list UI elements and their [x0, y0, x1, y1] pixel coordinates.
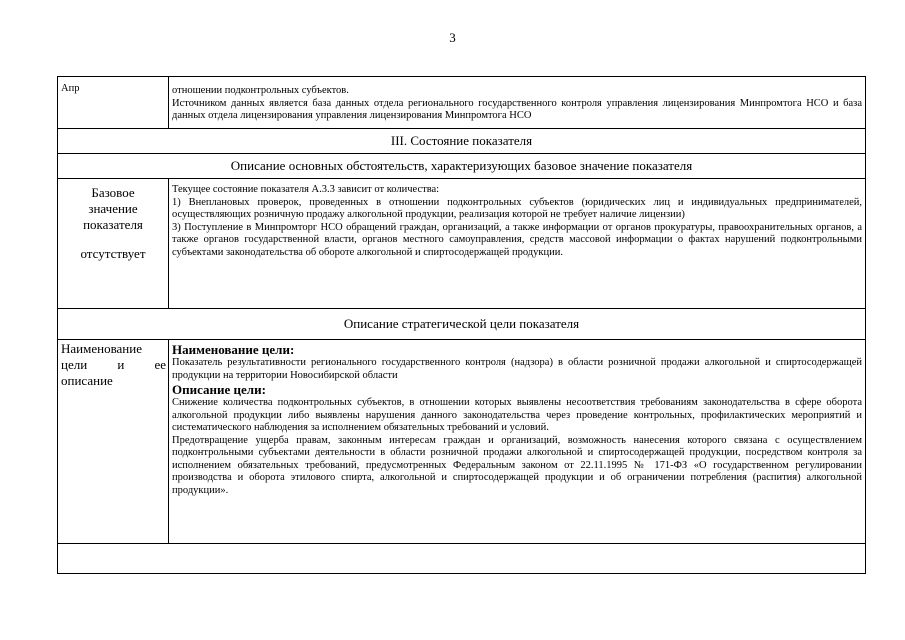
goal-label-line: Наименование [61, 341, 142, 356]
goal-row [58, 340, 866, 544]
goal-description [169, 340, 866, 544]
continuation-text [169, 77, 866, 129]
goal-name-heading: Наименование цели: [172, 342, 295, 357]
base-value-paragraph: 1) Внеплановых проверок, проведенных в отношении подконтрольных субъектов (юридических лиц и индивидуальных предпринимателей, осуществляющих розничную продажу алкогольной продукции, реализация которой не требует наличие лицензии) [172, 196, 862, 220]
base-value-row [58, 179, 866, 309]
base-value-label-line: Базовое [91, 185, 135, 200]
goal-name-text: Показатель результативности регионального государственного контроля (надзора) в области розничной продажи алкогольной и спиртосодержащей продукции на территории Новосибирской области [172, 357, 862, 381]
circumstances-header-row [58, 154, 866, 179]
base-value-label-line: значение [88, 201, 138, 216]
data-source-line: Источником данных является база данных отдела регионального государственного контроля управления лицензирования Минпромтога НСО и база данных отдела лицензирования управления лицензирования Минпромтога НСО [172, 97, 862, 121]
base-value: отсутствует [80, 246, 146, 261]
empty-cell [58, 544, 866, 574]
goal-header-row [58, 309, 866, 340]
base-value-description [169, 179, 866, 309]
indicator-table [57, 76, 866, 574]
base-value-paragraph: 3) Поступление в Минпромторг НСО обращений граждан, организаций, а также информации от органов прокуратуры, правоохранительных органов, а также органов государственной власти, органов местного самоуправления, средств массовой информации о фактах нарушений подконтрольными субъектами законодательства об обороте алкогольной и спиртосодержащей продукции. [172, 221, 862, 258]
continuation-row [58, 77, 866, 129]
continuation-line: отношении подконтрольных субъектов. [172, 85, 349, 96]
section-header-row [58, 129, 866, 154]
goal-title: Описание стратегической цели показателя [58, 309, 866, 340]
goal-label-line: цели и ее [61, 357, 166, 372]
circumstances-title: Описание основных обстоятельств, характеризующих базовое значение показателя [58, 154, 866, 179]
goal-description-paragraph: Предотвращение ущерба правам, законным интересам граждан и организаций, возможность нанесения которого связана с осуществлением подконтрольными субъектами деятельности в области розничной продажи алкогольной и спиртосодержащей продукции, посредством контроля за исполнением обязательных требований, предусмотренных Федеральным законом от 22.11.1995 № 171-ФЗ «О государственном регулировании производства и оборота этилового спирта, алкогольной и спиртосодержащей продукции и об ограничении потребления (распития) алкогольной продукции». [172, 434, 862, 496]
goal-label-line: описание [61, 373, 113, 388]
goal-label-cell [58, 340, 169, 544]
base-value-paragraph: Текущее состояние показателя А.3.3 зависит от количества: [172, 184, 440, 195]
goal-description-paragraph: Снижение количества подконтрольных субъектов, в отношении которых выявлены несоответствия требованиям законодательства в сфере оборота алкогольной продукции либо выявлены нарушения данного законодательства через проведение контрольных, профилактических мероприятий и систематического наблюдения за исполнением обязательных требований и условий. [172, 397, 862, 433]
continuation-label: Апр [58, 77, 169, 129]
base-value-label-cell [58, 179, 169, 309]
page-number: 3 [449, 30, 456, 45]
goal-description-heading: Описание цели: [172, 382, 266, 397]
section-title: III. Состояние показателя [58, 129, 866, 154]
empty-row [58, 544, 866, 574]
base-value-label-line: показателя [83, 217, 143, 232]
